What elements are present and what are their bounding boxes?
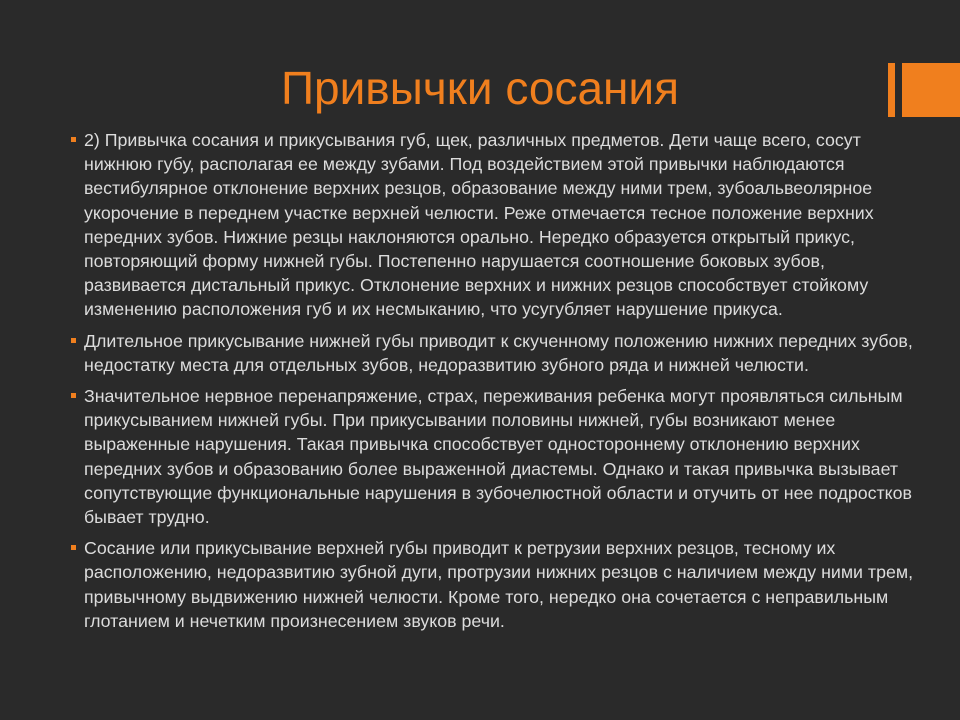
square-bullet-icon <box>71 338 76 343</box>
bullet-text: 2) Привычка сосания и прикусывания губ, щек, различных предметов. Дети чаще всего, сосут нижнюю губу, располагая ее между зубами. Под воздействием этой привычки наблюдаются вестибулярное отклонение верхних резцов, образование между ними трем, зубоальвеолярное укорочение в переднем участке верхней челюсти. Реже отмечается тесное положение верхних передних зубов. Нижние резцы наклоняются орально. Нередко образуется открытый прикус, повторяющий форму нижней губы. Постепенно нарушается соотношение боковых зубов, развивается дистальный прикус. Отклонение верхних и нижних резцов способствует стойкому изменению расположения губ и их несмыканию, что усугубляет нарушение прикуса. <box>84 130 874 320</box>
bullet-text: Значительное нервное перенапряжение, страх, переживания ребенка могут проявляться сильным прикусыванием нижней губы. При прикусывании половины нижней, губы возникают менее выраженные нарушения. Такая привычка способствует одностороннему отклонению верхних передних зубов и образованию более выраженной диастемы. Однако и такая привычка вызывает сопутствующие функциональные нарушения в зубочелюстной области и отучить от нее подростков бывает трудно. <box>84 386 912 528</box>
bullet-item <box>71 384 927 529</box>
square-bullet-icon <box>71 393 76 398</box>
accent-bar-thin <box>888 63 895 117</box>
bullet-text: Сосание или прикусывание верхней губы приводит к ретрузии верхних резцов, тесному их расположению, недоразвитию зубной дуги, протрузии нижних резцов с наличием между ними трем, привычному выдвижению нижней челюсти. Кроме того, нередко она сочетается с неправильным глотанием и нечетким произнесением звуков речи. <box>84 538 914 631</box>
bullet-item <box>71 128 927 322</box>
bullet-text: Длительное прикусывание нижней губы приводит к скученному положению нижних передних зубов, недостатку места для отдельных зубов, недоразвитию зубного ряда и нижней челюсти. <box>84 330 913 375</box>
square-bullet-icon <box>71 545 76 550</box>
bullet-list <box>71 128 927 640</box>
square-bullet-icon <box>71 137 76 142</box>
slide-title: Привычки сосания <box>280 62 680 114</box>
accent-bar-block <box>902 63 960 117</box>
bullet-item <box>71 536 927 633</box>
bullet-item <box>71 329 927 377</box>
